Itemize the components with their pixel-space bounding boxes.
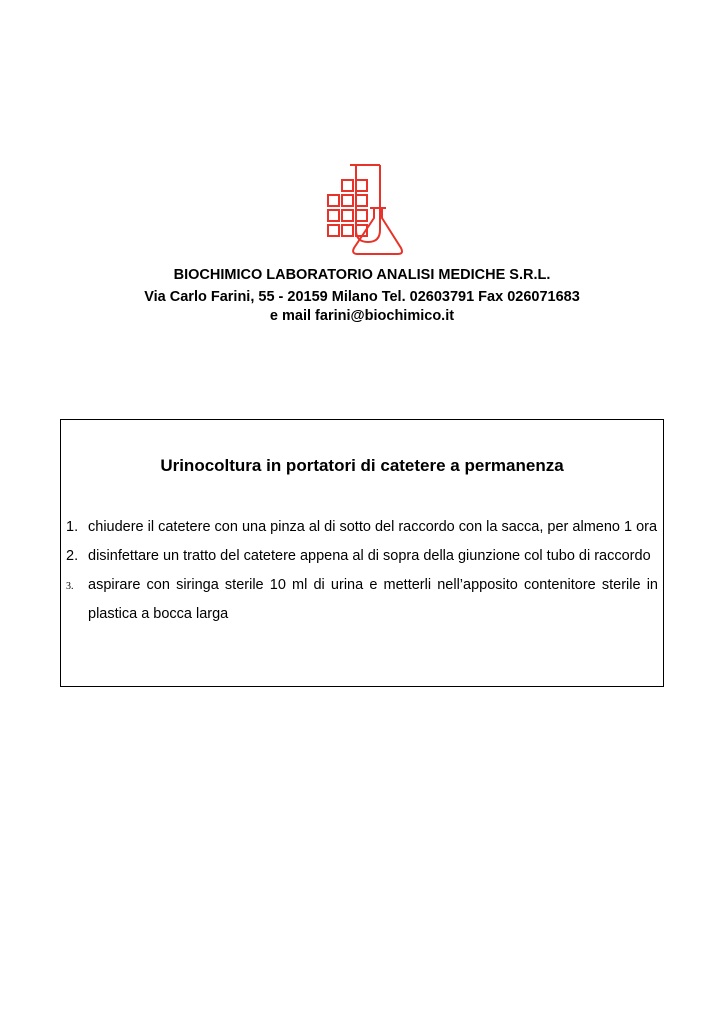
company-name: BIOCHIMICO LABORATORIO ANALISI MEDICHE S.R.L. [173, 267, 551, 283]
step-text: aspirare con siringa sterile 10 ml di urina e metterli nell’apposito contenitore sterile in plastica a bocca larga [88, 577, 658, 622]
step-number: 2. [66, 548, 79, 564]
step-text: disinfettare un tratto del catetere appena al di sopra della giunzione col tubo di raccordo [88, 548, 651, 564]
list-item [66, 571, 658, 629]
lab-flask-grid-logo [318, 160, 404, 260]
step-number: 3. [66, 581, 74, 592]
company-email: e mail farini@biochimico.it [269, 308, 455, 324]
instructions-list [66, 513, 658, 629]
instructions-title: Urinocoltura in portatori di catetere a permanenza [160, 456, 564, 475]
step-number: 1. [66, 519, 79, 535]
list-item [66, 513, 658, 542]
company-address: Via Carlo Farini, 55 - 20159 Milano Tel. 02603791 Fax 026071683 [144, 289, 580, 305]
step-text: chiudere il catetere con una pinza al di sotto del raccordo con la sacca, per almeno 1 ora [88, 519, 658, 535]
list-item [66, 542, 658, 571]
